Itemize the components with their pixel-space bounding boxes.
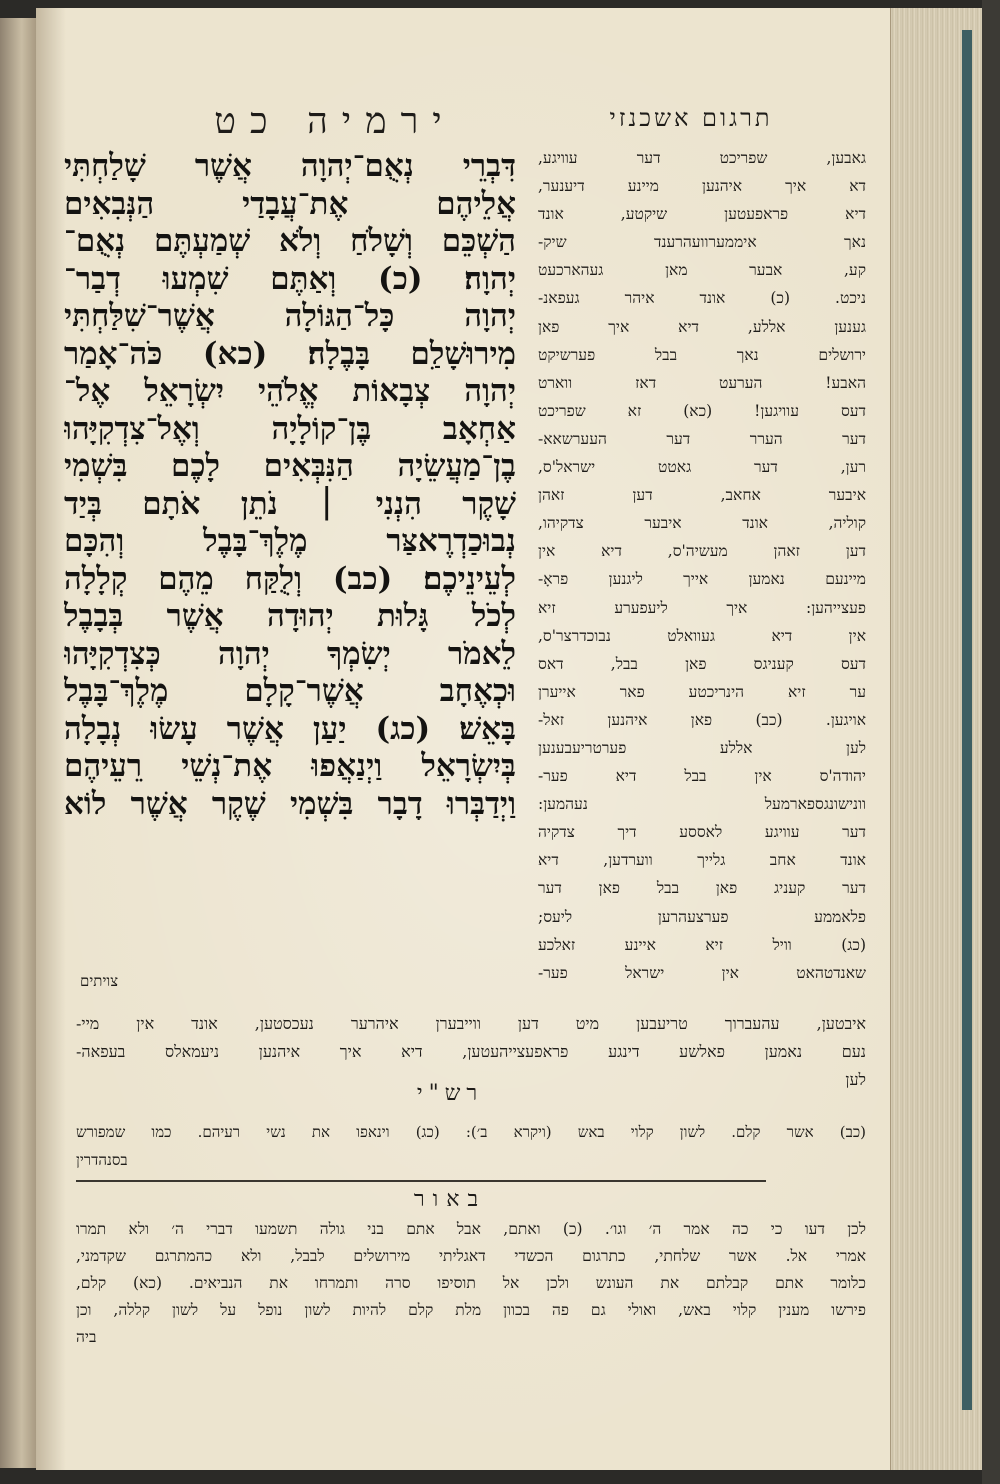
main-text-line: נְבוּכַדְרֶאצַּר מֶלֶךְ־בָּבֶל וְהִכָּם	[64, 523, 516, 559]
translation-continuation-line: לען	[845, 1070, 866, 1089]
main-text-line: יְהוָה כָּל־הַגּוֹלָה אֲשֶׁר־שִׁלַּחְתִּי	[64, 298, 516, 334]
bookmark-ribbon	[962, 30, 972, 1410]
main-text-line: בְּיִשְׂרָאֵל וַיְנַאֲפוּ אֶת־נְשֵׁי רֵעֵיהֶם	[64, 748, 516, 784]
translation-line: נאך איממערוועהרענד שיק-	[538, 233, 866, 252]
translation-line: דעס עוויגען! (כא) זא שפריכט	[538, 401, 866, 420]
translation-line: רען, דער גאטט ישראל'ס,	[538, 458, 866, 477]
translation-line: גענען אללע, דיא איך פאן	[538, 317, 866, 336]
main-hebrew-text	[64, 148, 516, 968]
translation-line: ער זיא הינריכטע פאר אייערן	[538, 682, 866, 701]
biur-heading: באור	[413, 1187, 487, 1212]
translation-line: גאבען, שפריכט דער עוויגע,	[538, 149, 866, 167]
rashi-line: (כב) אשר קלם. לשון קלוי באש (ויקרא ב׳): (כג) וינאפו את נשי רעיהם. כמו שמפורש	[76, 1123, 866, 1141]
biur-line: אמרי אל. אשר שלחתי, כתרגום הכשדי דאגליתי מירושלים לבבל, ולא כהמתרגם שקדמני,	[76, 1247, 866, 1265]
main-text-line: שָׁקֶר הִנְנִי ׀ נֹתֵן אֹתָם בְּיַד	[64, 485, 516, 522]
translation-line: אין דיא געוואלט נבוכדרצר'ס,	[538, 626, 866, 645]
main-text-line: לֵאמֹר יְשִׂמְךָ יְהוָה כְּצִדְקִיָּהוּ	[64, 635, 516, 672]
translation-line: קוליה, אונד איבער צדקיהו,	[538, 514, 866, 533]
page-header-translation-title: תרגום אשכנזי	[609, 104, 773, 132]
main-text-line: לְכֹל גָּלוּת יְהוּדָה אֲשֶׁר בְּבָבֶל	[64, 598, 516, 634]
book-spine	[982, 0, 1000, 1484]
rashi-heading: רש"י	[416, 1081, 484, 1106]
translation-line: דער עוויגע לאססע דיך צדקיה	[538, 823, 866, 842]
main-text-line: לְעֵינֵיכֶם׃ (כב) וְלֻקַּח מֵהֶם קְלָלָה	[64, 560, 516, 597]
biur-line: ביה	[76, 1328, 97, 1346]
main-text-line: מִירוּשָׁלִַם בָּבֶלָה׃ (כא) כֹּה־אָמַר	[64, 335, 516, 372]
translation-line: דען זאהן מעשיה'ס, דיא אין	[538, 542, 866, 561]
biur-line: פירשו מענין קלוי באש, ואולי גם פה בכוון מלת קלם להיות לשון נופל על לשון קללה, וכן	[76, 1301, 866, 1319]
translation-line: מיינעם נאמען אייך ליגנען פראָ-	[538, 570, 866, 589]
translation-line: ניכט. (כ) אונד איהר געפאנ-	[538, 289, 866, 308]
translation-line: האבע! הערעט דאז ווארט	[538, 373, 866, 392]
translation-line: דער קעניג פאן בבל פאן דער	[538, 879, 866, 898]
translation-line: וונישונגספארמעל נעהמען:	[538, 795, 866, 814]
translation-line: ירושלים נאך בבל פערשיקט	[538, 345, 866, 364]
rashi-line: בסנהדרין	[76, 1151, 128, 1169]
translation-column	[538, 144, 866, 994]
catchword: צויתים	[80, 972, 119, 990]
main-text-line: הַשְׁכֵּם וְשָׁלֹחַ וְלֹא שְׁמַעְתֶּם נְאֻם־	[64, 223, 516, 259]
translation-line: דא איך איהנען מיינע דיענער,	[538, 177, 866, 196]
biur-line: כלומר אתם קבלתם את העונש ולכן אל תוסיפו סרה ותמרחו את הנביאים. (כא) קלם,	[76, 1274, 866, 1292]
section-divider	[76, 1180, 766, 1182]
translation-line: שאנדטהאט אין ישראל פער-	[538, 963, 866, 982]
main-text-line: יְהוָה׃ (כ) וְאַתֶּם שִׁמְעוּ דְבַר־	[64, 260, 516, 297]
translation-line: פלאממע פערצעהרען ליעס;	[538, 907, 866, 926]
main-text-line: וַיְדַבְּרוּ דָבָר בִּשְׁמִי שֶׁקֶר אֲשֶׁר לוֹא	[64, 785, 516, 822]
main-text-line: יְהוָה צְבָאוֹת אֱלֹהֵי יִשְׂרָאֵל אֶל־	[64, 373, 516, 409]
translation-line: לען אללע פערטריעבענען	[538, 738, 866, 757]
main-text-line: וּכְאֶחָב אֲשֶׁר־קָלָם מֶלֶךְ־בָּבֶל	[64, 673, 516, 709]
translation-line: (כג) וויל זיא איינע זאלכע	[538, 935, 866, 954]
translation-continuation-line: נעם נאמען פאלשע דינגע פראפעצייהעטען, דיא איך איהנען ניעמאלס בעפאה-	[76, 1042, 866, 1061]
translation-line: אויגען. (כב) פאן איהנען זאל-	[538, 710, 866, 729]
main-text-line: דִּבְרֵי נְאֻם־יְהוָה אֲשֶׁר שָׁלַחְתִּי	[64, 148, 516, 184]
translation-line: אונד אחב גלייך ווערדען, דיא	[538, 851, 866, 870]
biur-line: לכן דעו כי כה אמר ה׳ וגו׳. (כ) ואתם, אבל אתם בני גולה תשמעו דברי ה׳ ולא תמרו	[76, 1220, 866, 1238]
main-text-line: אַחְאָב בֶּן־קוֹלָיָה וְאֶל־צִדְקִיָּהוּ	[64, 410, 516, 447]
translation-line: פעצייהען: איך ליעפערע זיא	[538, 598, 866, 617]
main-text-line: בָּאֵשׁ׃ (כג) יַעַן אֲשֶׁר עָשׂוּ נְבָלָה	[64, 710, 516, 747]
rashi-commentary	[76, 1118, 866, 1174]
translation-line: קע, אבער מאן געהארכעט	[538, 261, 866, 280]
main-text-line: בֶן־מַעֲשֵׂיָה הַנִּבְּאִים לָכֶם בִּשְׁמִי	[64, 448, 516, 484]
biur-commentary	[76, 1216, 866, 1346]
translation-line: דער הערר דער העערשאא-	[538, 429, 866, 448]
translation-line: איבער אחאב, דען זאהן	[538, 486, 866, 505]
translation-line: דיא פראפעטען שיקטע, אונד	[538, 205, 866, 224]
page-header-book-chapter: ירמיה כט	[214, 101, 456, 142]
main-text-line: אֲלֵיהֶם אֶת־עֲבָדַי הַנְּבִאִים	[64, 185, 516, 222]
facing-page-edge	[0, 18, 36, 1468]
translation-line: יהודה'ס אין בבל דיא פער-	[538, 767, 866, 786]
translation-continuation-line: איבטען, עהעברוך טריעבען מיט דען ווייבערן איהרער נעכסטען, אונד אין מיי-	[76, 1014, 866, 1033]
translation-line: דעס קעניגס פאן בבל, דאס	[538, 654, 866, 673]
